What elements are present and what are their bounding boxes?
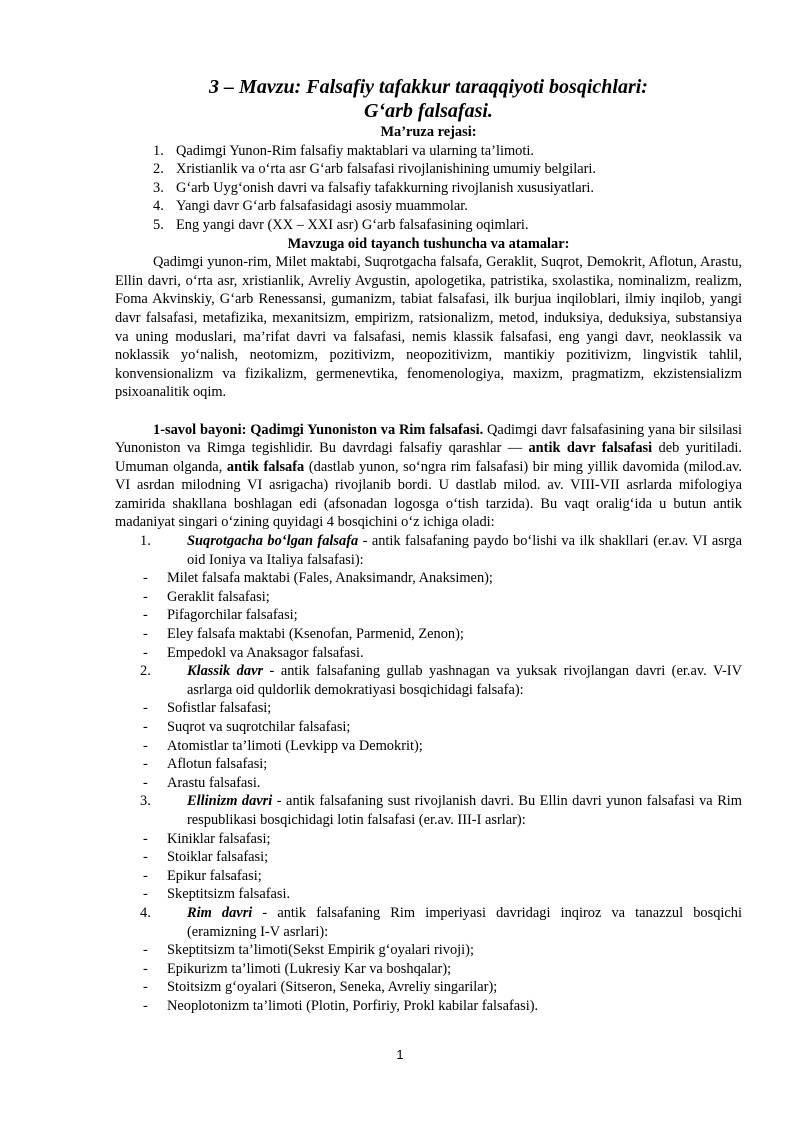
list-item: - Atomistlar ta’limoti (Levkipp va Demokrit); bbox=[143, 737, 423, 754]
list-item: - Eley falsafa maktabi (Ksenofan, Parmenid, Zenon); bbox=[143, 626, 464, 643]
terms-paragraph: Qadimgi yunon-rim, Milet maktabi, Suqrotgacha falsafa, Geraklit, Suqrot, Demokrit, Aflotun, Arastu, Ellin davri, o‘rta asr, xristianlik, Avreliy Avgustin, apologetika, patristika, sxolastika, nominalizm, realizm, Foma Akvinskiy, G‘arb Renessansi, gumanizm, tabiat falsafasi, ilk burjua inqiloblari, ilmiy inqilob, yangi davr falsafasi, metafizika, mexanitsizm, empirizm, ratsionalizm, metod, induksiya, deduksiya, substansiya va uning moduslari, ma’rifat davri va falsafasi, nemis klassik falsafasi, eng yangi davr, neoklassik va noklassik yo‘nalish, neotomizm, pozitivizm, neopozitivizm, mantikiy pozitivizm, lingvistik tahlil, konvensionalizm va fizikalizm, germenevtika, fenomenologiya, maxizm, pragmatizm, ekzistensializm psixoanalitik oqim. bbox=[115, 254, 742, 401]
stage-name: Suqrotgacha bo‘lgan falsafa bbox=[187, 533, 359, 550]
question-1-paragraph: 1-savol bayoni: Qadimgi Yunoniston va Rim falsafasi. Qadimgi davr falsafasining yana bir silsilasi Yunoniston va Rimga tegishlidir. Bu davrdagi falsafiy qarashlar — antik davr falsafasi deb yuritiladi. Umuman olganda, antik falsafa (dastlab yunon, so‘ngra rim falsafasi) bir ming yillik davomida (milod.av. VI asrdan milodning VI asrigacha) rivojlanib bordi. U dastlab milod. av. VIII-VII asrlarda mifologiya zamirida shakllana boshlagan edi (afsonadan logosga o‘tish tarzida). Bu vaqt oralig‘ida u butun antik madaniyat singari o‘zining quyidagi 4 bosqichini o‘z ichiga oladi: bbox=[115, 421, 743, 531]
list-item: - Milet falsafa maktabi (Fales, Anaksimandr, Anaksimen); bbox=[143, 570, 493, 587]
plan-list bbox=[115, 142, 742, 235]
stage-item: 1. Suqrotgacha bo‘lgan falsafa - antik falsafaning paydo bo‘lishi va ilk shakllari (er.av. VI asrga oid Ioniya va Italiya falsafasi): bbox=[140, 533, 742, 568]
stage-sublist bbox=[115, 941, 742, 1015]
list-item: - Neoplotonizm ta’limoti (Plotin, Porfiriy, Prokl kabilar falsafasi). bbox=[143, 997, 539, 1014]
terms-heading: Mavzuga oid tayanch tushuncha va atamalar: bbox=[287, 235, 570, 252]
plan-heading: Ma’ruza rejasi: bbox=[380, 124, 477, 140]
list-item: - Stoitsizm g‘oyalari (Sitseron, Seneka, Avreliy singarilar); bbox=[143, 979, 498, 996]
list-item: - Epikurizm ta’limoti (Lukresiy Kar va boshqalar); bbox=[143, 960, 452, 977]
title-line-2: G‘arb falsafasi. bbox=[364, 100, 493, 122]
list-item: - Geraklit falsafasi; bbox=[143, 588, 270, 605]
page-number: 1 bbox=[396, 1047, 404, 1062]
stage-item: 3. Ellinizm davri - antik falsafaning sust rivojlanish davri. Bu Ellin davri yunon falsafasi va Rim respublikasi bosqichidagi lotin falsafasi (er.av. III-I asrlar): bbox=[140, 793, 742, 828]
list-item: - Epikur falsafasi; bbox=[143, 867, 262, 884]
list-item: - Sofistlar falsafasi; bbox=[143, 700, 272, 717]
plan-item: 4. Yangi davr G‘arb falsafasidagi asosiy muammolar. bbox=[153, 198, 468, 215]
plan-item: 5. Eng yangi davr (XX – XXI asr) G‘arb falsafasining oqimlari. bbox=[153, 216, 529, 233]
spacer bbox=[115, 402, 742, 421]
stage-item: 4. Rim davri - antik falsafaning Rim imperiyasi davridagi inqiroz va tanazzul bosqichi (eramizning I-V asrlari): bbox=[140, 904, 742, 940]
plan-item: 2. Xristianlik va o‘rta asr G‘arb falsafasi rivojlanishining umumiy belgilari. bbox=[153, 161, 597, 178]
list-item: - Suqrot va suqrotchilar falsafasi; bbox=[143, 719, 351, 735]
list-item: - Skeptitsizm falsafasi. bbox=[143, 886, 291, 903]
list-item: - Kiniklar falsafasi; bbox=[143, 830, 271, 847]
list-item: - Pifagorchilar falsafasi; bbox=[143, 607, 298, 624]
list-item: - Skeptitsizm ta’limoti(Sekst Empirik g‘oyalari rivoji); bbox=[143, 942, 474, 959]
stage-item: 2. Klassik davr - antik falsafaning gullab yashnagan va yuksak rivojlangan davri (er.av. V-IV asrlarga oid quldorlik demokratiyasi bosqichidagi falsafa): bbox=[140, 663, 742, 698]
stage-sublist bbox=[115, 569, 742, 662]
title-line-1: 3 – Mavzu: Falsafiy tafakkur taraqqiyoti bosqichlari: bbox=[209, 76, 648, 98]
stage-sublist bbox=[115, 830, 742, 904]
stage-name: Klassik davr bbox=[187, 663, 264, 680]
plan-item: 3. G‘arb Uyg‘onish davri va falsafiy tafakkurning rivojlanish xususiyatlari. bbox=[153, 179, 595, 196]
list-item: - Stoiklar falsafasi; bbox=[143, 849, 269, 866]
list-item: - Aflotun falsafasi; bbox=[143, 756, 268, 773]
stage-name: Ellinizm davri bbox=[187, 793, 273, 810]
document-body bbox=[115, 75, 742, 1016]
list-item: - Empedokl va Anaksagor falsafasi. bbox=[143, 644, 364, 661]
stage-sublist bbox=[115, 699, 742, 792]
list-item: - Arastu falsafasi. bbox=[143, 774, 261, 791]
question-1-heading: 1-savol bayoni: Qadimgi Yunoniston va Rim falsafasi. bbox=[153, 421, 484, 438]
stage-name: Rim davri bbox=[187, 904, 253, 921]
plan-item: 1. Qadimgi Yunon-Rim falsafiy maktablari va ularning ta’limoti. bbox=[153, 142, 534, 159]
